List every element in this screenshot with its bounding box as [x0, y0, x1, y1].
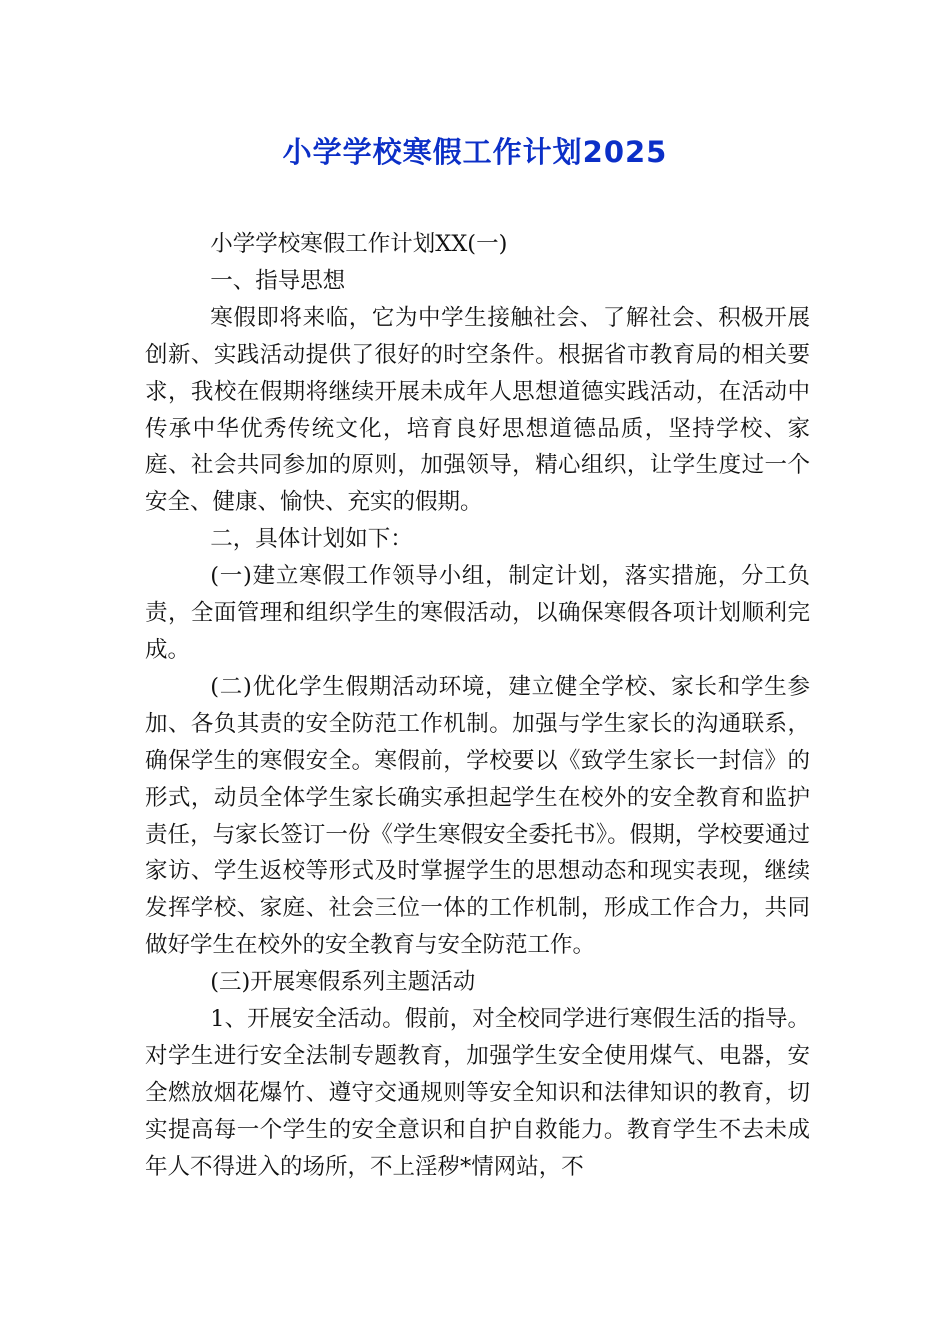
paragraph-plan-2: (二)优化学生假期活动环境，建立健全学校、家长和学生参加、各负其责的安全防范工作机制。加强与学生家长的沟通联系，确保学生的寒假安全。寒假前，学校要以《致学生家长一封信》的形式，动员全体学生家长确实承担起学生在校外的安全教育和监护责任，与家长签订一份《学生寒假安全委托书》。假期，学校要通过家访、学生返校等形式及时掌握学生的思想动态和现实表现，继续发挥学校、家庭、社会三位一体的工作机制，形成工作合力，共同做好学生在校外的安全教育与安全防范工作。: [145, 673, 810, 959]
document-title: 小学学校寒假工作计划2025: [282, 135, 668, 169]
paragraph-heading-guiding-ideology: 一、指导思想: [210, 267, 346, 294]
document-body: [145, 226, 810, 1186]
paragraph-guiding-ideology: 寒假即将来临，它为中学生接触社会、了解社会、积极开展创新、实践活动提供了很好的时空条件。根据省市教育局的相关要求，我校在假期将继续开展未成年人思想道德实践活动，在活动中传承中华优秀传统文化，培育良好思想道德品质，坚持学校、家庭、社会共同参加的原则，加强领导，精心组织，让学生度过一个安全、健康、愉快、充实的假期。: [145, 304, 810, 516]
paragraph-subtitle: 小学学校寒假工作计划XX(一): [210, 231, 508, 257]
paragraph-safety-activity: 1、开展安全活动。假前，对全校同学进行寒假生活的指导。对学生进行安全法制专题教育，加强学生安全使用煤气、电器，安全燃放烟花爆竹、遵守交通规则等安全知识和法律知识的教育，切实提高每一个学生的安全意识和自护自救能力。教育学生不去未成年人不得进入的场所，不上淫秽*情网站，不: [145, 1006, 810, 1180]
paragraph-plan-1: (一)建立寒假工作领导小组，制定计划，落实措施，分工负责，全面管理和组织学生的寒假活动，以确保寒假各项计划顺利完成。: [145, 563, 810, 663]
paragraph-plan-3-heading: (三)开展寒假系列主题活动: [210, 969, 476, 996]
paragraph-heading-plan: 二，具体计划如下：: [210, 526, 413, 553]
